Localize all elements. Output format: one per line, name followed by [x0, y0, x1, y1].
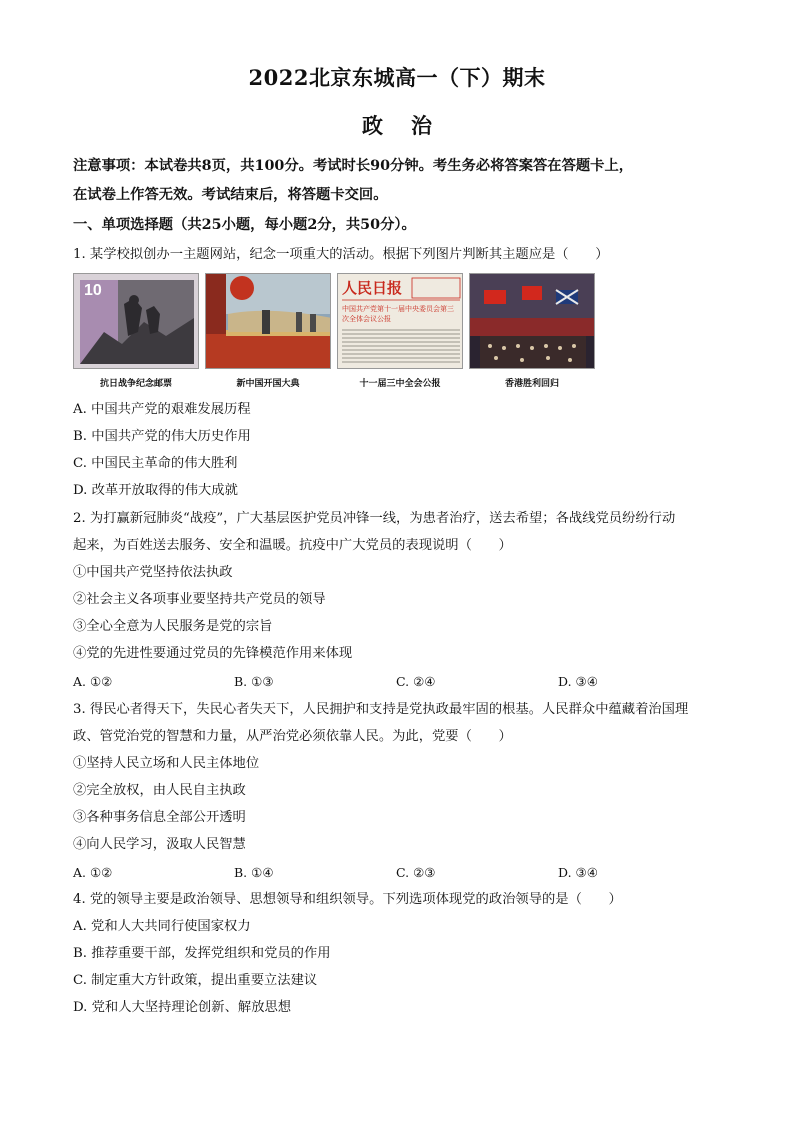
q2-item-3: ③全心全意为人民服务是党的宗旨 — [73, 619, 273, 634]
newspaper-headline: 中国共产党第十一届中央委员会第三次全体会议公报 — [342, 305, 454, 323]
notice-line-2: 在试卷上作答无效。考试结束后，将答题卡交回。 — [73, 187, 388, 203]
notice-line-1: 注意事项：本试卷共8页，共100分。考试时长90分钟。考生务必将答案答在答题卡上， — [73, 158, 634, 174]
q1-stem: 1. 某学校拟创办一主题网站，纪念一项重大的活动。根据下列图片判断其主题应是（ ） — [73, 247, 609, 262]
q1-option-d: D. 改革开放取得的伟大成就 — [73, 483, 238, 498]
q1-option-b: B. 中国共产党的伟大历史作用 — [73, 429, 251, 444]
hk-handover-image — [469, 273, 595, 369]
subject-title: 政治 — [362, 113, 460, 138]
q3-item-3: ③各种事务信息全部公开透明 — [73, 810, 246, 825]
exam-title: 2022北京东城高一（下）期末 — [248, 65, 546, 90]
q2-option-d: D. ③④ — [558, 674, 598, 689]
q2-item-1: ①中国共产党坚持依法执政 — [73, 565, 233, 580]
q3-item-2: ②完全放权，由人民自主执政 — [73, 783, 246, 798]
caption-ceremony: 新中国开国大典 — [236, 379, 300, 389]
q3-option-c: C. ②③ — [396, 865, 436, 880]
q4-option-d: D. 党和人大坚持理论创新、解放思想 — [73, 1000, 292, 1015]
q4-option-b: B. 推荐重要干部，发挥党组织和党员的作用 — [73, 946, 331, 961]
section-heading: 一、单项选择题（共25小题，每小题2分，共50分）。 — [73, 217, 416, 233]
q2-item-4: ④党的先进性要通过党员的先锋模范作用来体现 — [73, 646, 353, 661]
q3-item-4: ④向人民学习，汲取人民智慧 — [73, 837, 246, 852]
stamp-image — [73, 273, 199, 369]
founding-ceremony-image — [205, 273, 331, 369]
q1-option-a: A. 中国共产党的艰难发展历程 — [73, 402, 251, 417]
q3-item-1: ①坚持人民立场和人民主体地位 — [73, 756, 260, 771]
q2-stem-line-1: 2. 为打赢新冠肺炎“战疫”，广大基层医护党员冲锋一线，为患者治疗，送去希望；各战线党员纷纷行动 — [73, 511, 676, 526]
caption-hk: 香港胜利回归 — [504, 379, 559, 389]
q3-option-d: D. ③④ — [558, 865, 598, 880]
q2-option-b: B. ①③ — [234, 674, 274, 689]
q2-item-2: ②社会主义各项事业要坚持共产党员的领导 — [73, 592, 326, 607]
q3-option-a: A. ①② — [73, 865, 113, 880]
caption-newspaper: 十一届三中全会公报 — [359, 379, 441, 389]
caption-stamp: 抗日战争纪念邮票 — [99, 379, 172, 389]
q4-option-a: A. 党和人大共同行使国家权力 — [73, 919, 251, 934]
newspaper-masthead: 人民日报 — [342, 279, 403, 297]
q2-option-c: C. ②④ — [396, 674, 436, 689]
q4-stem: 4. 党的领导主要是政治领导、思想领导和组织领导。下列选项体现党的政治领导的是（ ） — [73, 892, 622, 907]
stamp-value: 10 — [84, 282, 102, 299]
q4-option-c: C. 制定重大方针政策，提出重要立法建议 — [73, 973, 318, 988]
q3-option-b: B. ①④ — [234, 865, 274, 880]
newspaper-image — [337, 273, 463, 369]
q3-stem-line-1: 3. 得民心者得天下，失民心者失天下，人民拥护和支持是党执政最牢固的根基。人民群众中蕴藏着治国理 — [73, 702, 689, 717]
q2-option-a: A. ①② — [73, 674, 113, 689]
q3-stem-line-2: 政、管党治党的智慧和力量，从严治党必须依靠人民。为此，党要（ ） — [73, 729, 512, 744]
q2-stem-line-2: 起来，为百姓送去服务、安全和温暖。抗疫中广大党员的表现说明（ ） — [73, 538, 512, 553]
q1-option-c: C. 中国民主革命的伟大胜利 — [73, 456, 238, 471]
